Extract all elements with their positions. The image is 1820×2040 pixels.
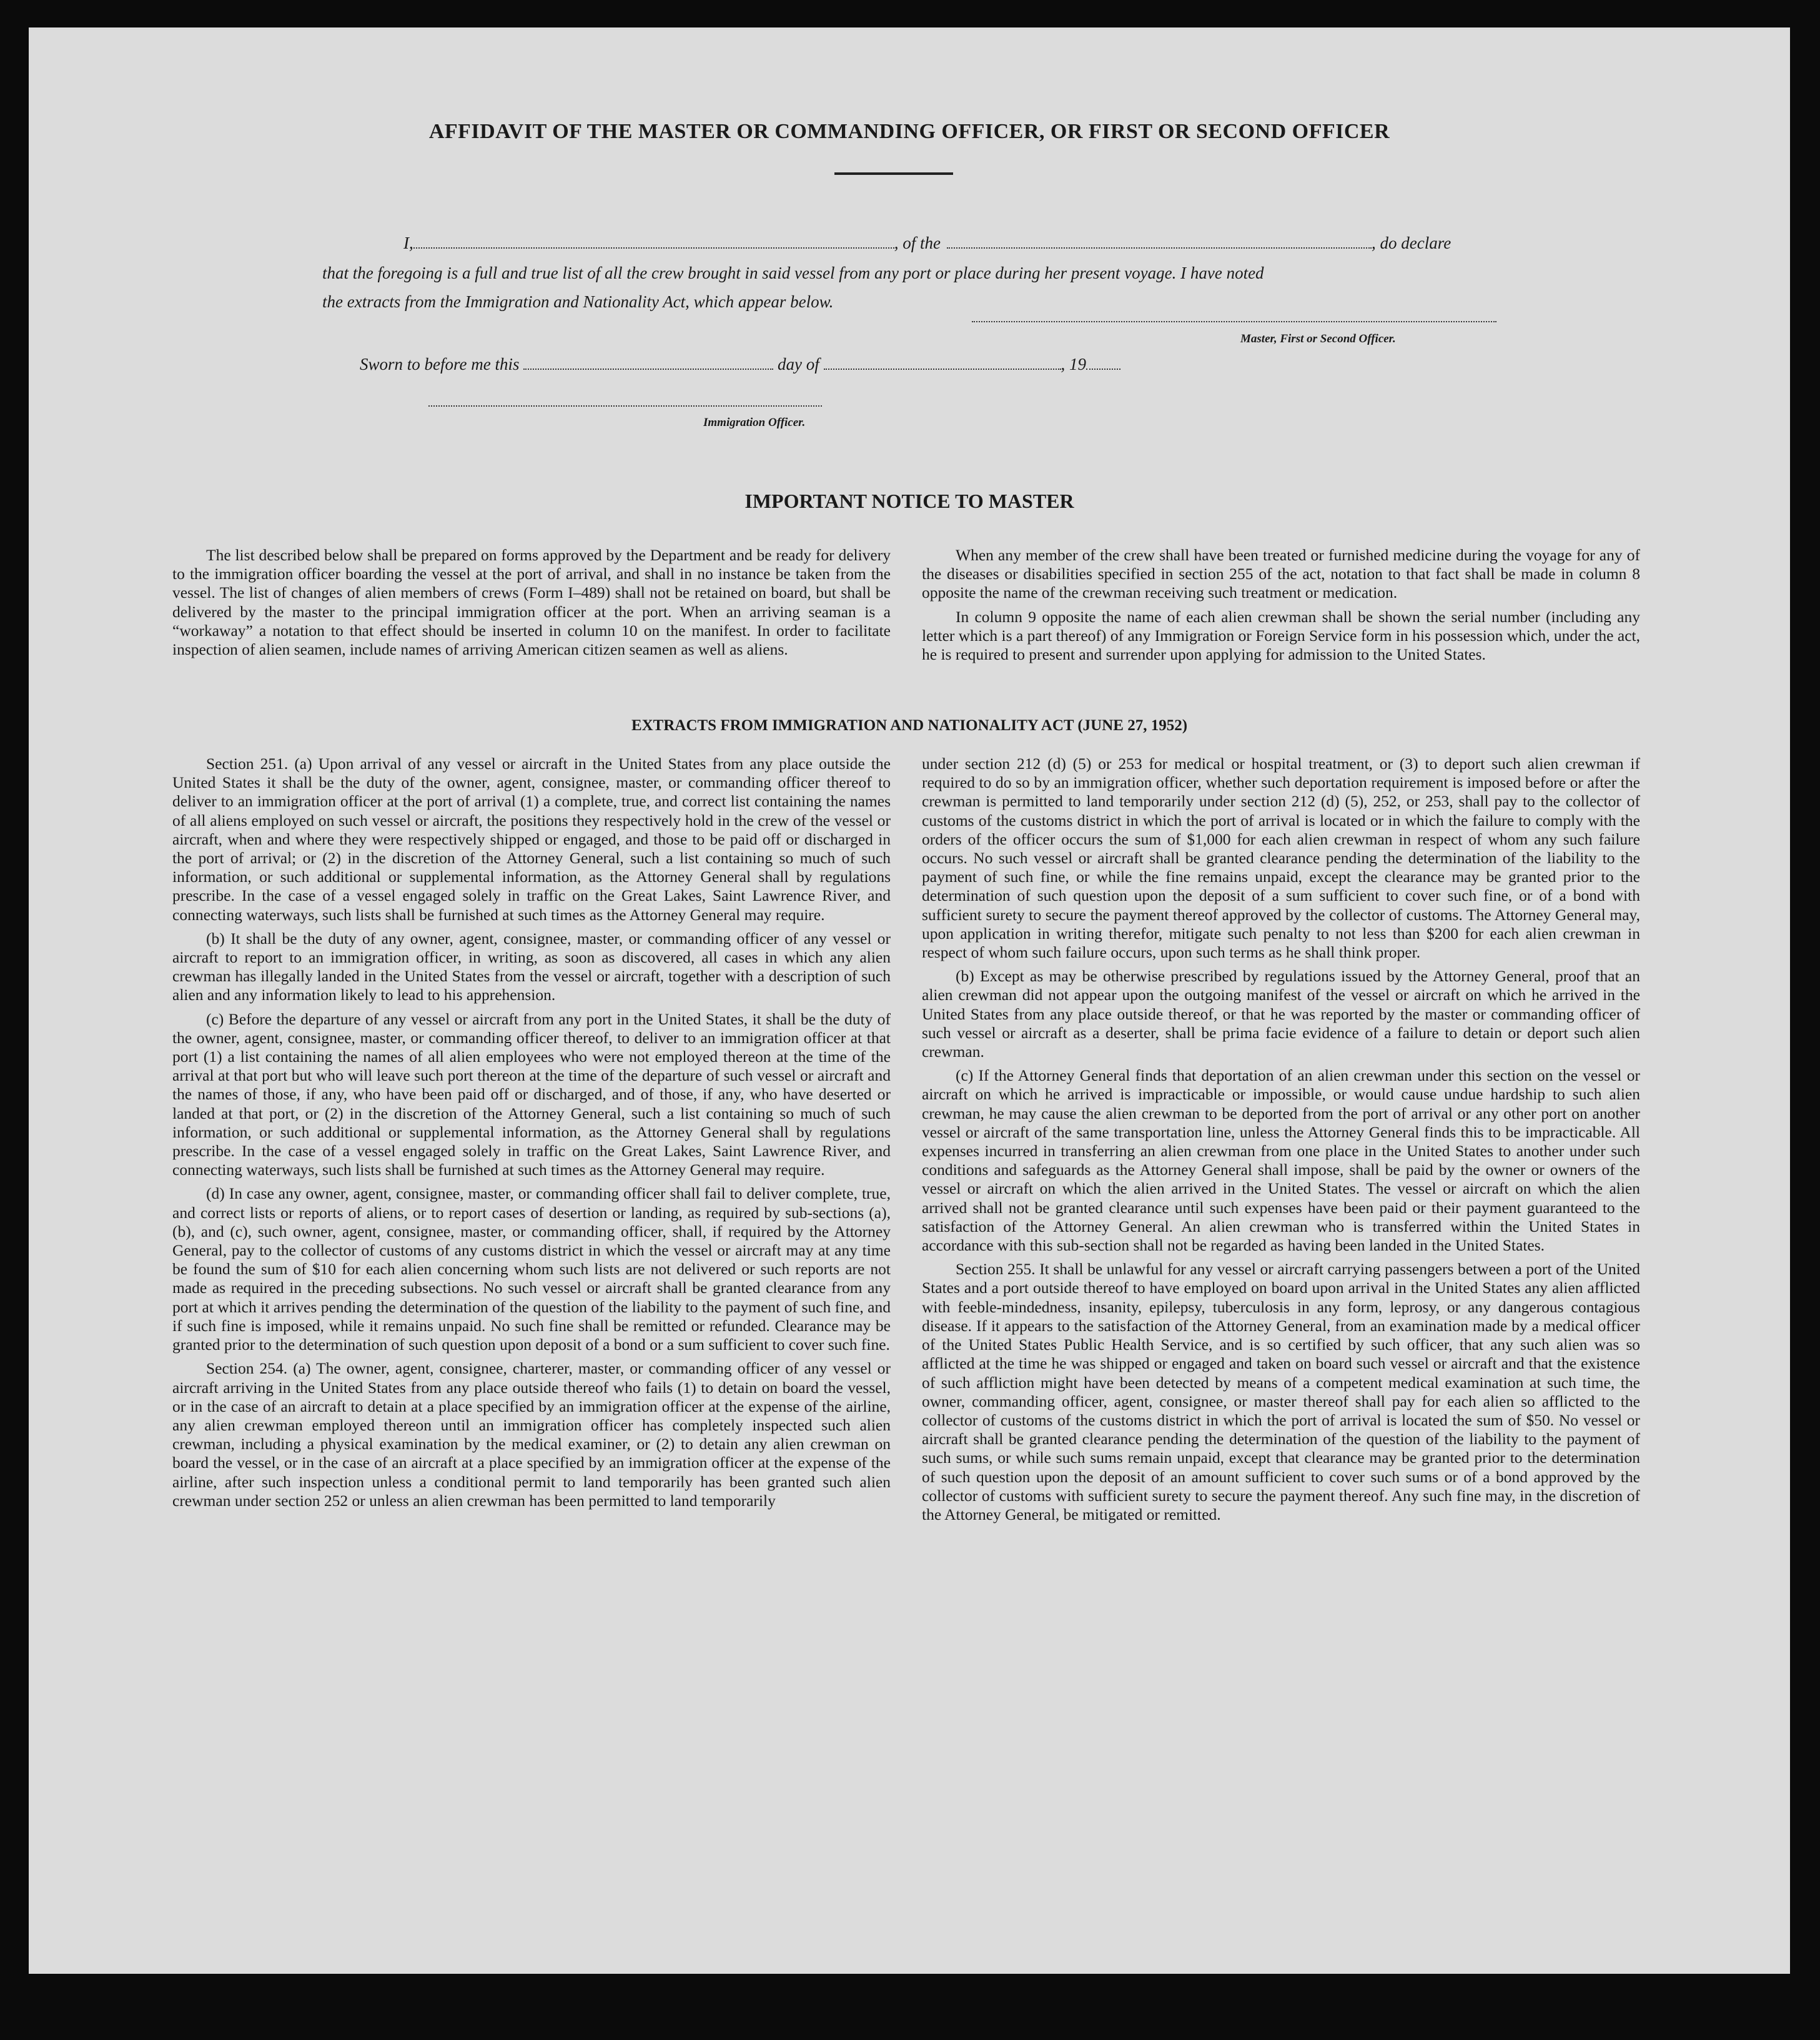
extracts-title: EXTRACTS FROM IMMIGRATION AND NATIONALITY ACT (JUNE 27, 1952)	[631, 717, 1188, 734]
section-254b: (b) Except as may be otherwise prescribed by regulations issued by the Attorney General, proof that an alien crewman did not appear upon the outgoing manifest of the vessel or aircraft on which he arrived in the United States from any place outside thereof, or that he was reported by the master or commanding officer of such vessel or aircraft as a deserter, shall be prima facie evidence of a failure to detain or deport such alien crewman.	[922, 967, 1640, 1061]
title-rule	[834, 172, 953, 175]
notice-right-paragraph-1: When any member of the crew shall have been treated or furnished medicine during the voyage for any of the diseases or disabilities specified in section 255 of the act, notation to that fact shall be made in column 8 opposite the name of the crewman receiving such treatment or medication.	[922, 546, 1640, 602]
affidavit-title: AFFIDAVIT OF THE MASTER OR COMMANDING OFFICER, OR FIRST OR SECOND OFFICER	[428, 120, 1390, 143]
officer-caption: Immigration Officer.	[703, 416, 806, 429]
section-254c: (c) If the Attorney General finds that deportation of an alien crewman under this section on the vessel or aircraft on which he arrived is impracticable or impossible, or would cause undue hardship to such alien crewman, he may cause the alien crewman to be deported from the port of arrival or any other port on another vessel or aircraft of the same transportation line, unless the Attorney General finds this to be impracticable. All expenses incurred in transferring an alien crewman from one place in the United States to another under such conditions and safeguards as the Attorney General shall impose, shall be paid by the owner or owners of the vessel or aircraft on which the alien arrived in the United States. The vessel or aircraft on which the alien arrived shall not be granted clearance until such expenses have been paid or their payment guaranteed to the satisfaction of the Attorney General. An alien crewman who is transferred within the United States in accordance with this sub-section shall not be regarded as having been landed in the United States.	[922, 1066, 1640, 1255]
officer-signature-line[interactable]	[428, 405, 822, 407]
notice-right-paragraph-2: In column 9 opposite the name of each alien crewman shall be shown the serial number (including any letter which is a part thereof) of any Immigration or Foreign Service form in his possession which, under the act, he is required to present and surrender upon applying for admission to the United States.	[922, 607, 1640, 664]
sworn-label: Sworn to before me this	[360, 355, 520, 374]
section-251c: (c) Before the departure of any vessel or aircraft from any port in the United States, it shall be the duty of the owner, agent, consignee, master, or commanding officer thereof, to deliver to an immigration officer at that port (1) a list containing the names of all alien employees who were not employed thereon at the time of the arrival at that port but who will leave such port thereon at the time of the departure of such vessel or aircraft and the names of those, if any, who have been paid off or discharged, and of those, if any, who have deserted or landed at that port, or (2) in the discretion of the Attorney General, such a list containing so much of such information, or such additional or supplemental information, as the Attorney General shall by regulations prescribe. In the case of a vessel engaged solely in traffic on the Great Lakes, Saint Lawrence River, and connecting waterways, such lists shall be furnished at such times as the Attorney General may require.	[172, 1009, 891, 1179]
notice-left-column	[172, 546, 891, 664]
affidavit-declare-line	[403, 234, 941, 253]
affidavit-declare-line-end	[947, 234, 1451, 253]
master-caption: Master, First or Second Officer.	[1240, 332, 1396, 345]
sworn-line	[360, 355, 1120, 374]
name-field[interactable]	[413, 235, 894, 249]
master-signature-line[interactable]	[972, 321, 1496, 322]
affidavit-statement	[322, 259, 1496, 316]
notice-title: IMPORTANT NOTICE TO MASTER	[744, 490, 1074, 512]
document-page	[29, 27, 1790, 1974]
sworn-day-field[interactable]	[523, 356, 773, 370]
extracts-right-column	[922, 755, 1640, 1529]
i-label: I,	[403, 234, 413, 252]
notice-right-column	[922, 546, 1640, 669]
section-251b: (b) It shall be the duty of any owner, agent, consignee, master, or commanding officer of any vessel or aircraft to report to an immigration officer, in writing, as soon as discovered, all cases in which any alien crewman has illegally landed in the United States from the vessel or aircraft, together with a description of such alien and any information likely to lead to his apprehension.	[172, 929, 891, 1004]
year-prefix-label: , 19	[1061, 355, 1086, 374]
sworn-year-field[interactable]	[1086, 356, 1120, 370]
day-of-label: day of	[778, 355, 819, 374]
statement-line-1: that the foregoing is a full and true list of all the crew brought in said vessel from any port or place during her present voyage. I have noted	[322, 264, 1264, 282]
section-251a: Section 251. (a) Upon arrival of any vessel or aircraft in the United States from any place outside the United States it shall be the duty of the owner, agent, consignee, master, or commanding officer thereof to deliver to an immigration officer at the port of arrival (1) a complete, true, and correct list containing the names of all aliens employed on such vessel or aircraft, the positions they respectively hold in the crew of the vessel or aircraft, when and where they were respectively shipped or engaged, and those to be paid off or discharged in the port of arrival; or (2) in the discretion of the Attorney General, such a list containing so much of such information, or such additional or supplemental information, as the Attorney General shall by regulations prescribe. In the case of a vessel engaged solely in traffic on the Great Lakes, Saint Lawrence River, and connecting waterways, such lists shall be furnished at such times as the Attorney General may require.	[172, 755, 891, 924]
do-declare-label: , do declare	[1372, 234, 1452, 252]
notice-left-paragraph: The list described below shall be prepared on forms approved by the Department and be ready for delivery to the immigration officer boarding the vessel at the port of arrival, and shall in no instance be taken from the vessel. The list of changes of alien members of crews (Form I–489) shall not be retained on board, but shall be delivered by the master to the principal immigration officer at the port. When an arriving seaman is a “workaway” a notation to that effect should be inserted in column 10 on the manifest. In order to facilitate inspection of alien seamen, include names of arriving American citizen seamen as well as aliens.	[172, 546, 891, 659]
section-255: Section 255. It shall be unlawful for any vessel or aircraft carrying passengers between a port of the United States and a port outside thereof to have employed on board upon arrival in the United States any alien afflicted with feeble-mindedness, insanity, epilepsy, tuberculosis in any form, leprosy, or any dangerous contagious disease. If it appears to the satisfaction of the Attorney General, from an examination made by a medical officer of the United States Public Health Service, and is so certified by such officer, that any such alien was so afflicted at the time he was shipped or engaged and taken on board such vessel or aircraft and that the existence of such affliction might have been detected by means of a competent medical examination at such time, the owner, commanding officer, agent, consignee, or master thereof shall pay for each alien so afflicted to the collector of customs of the customs district in which the port of arrival is located the sum of $50. No vessel or aircraft shall be granted clearance pending the determination of the question of the liability to the payment of such sums, or while such sums remain unpaid, except that clearance may be granted prior to the determination of such question upon the deposit of an amount sufficient to cover such sums or of a bond approved by the collector of customs with sufficient surety to secure the payment thereof. Any such fine may, in the discretion of the Attorney General, be mitigated or remitted.	[922, 1260, 1640, 1523]
statement-line-2: the extracts from the Immigration and Nationality Act, which appear below.	[322, 292, 834, 311]
section-251d: (d) In case any owner, agent, consignee, master, or commanding officer shall fail to deliver complete, true, and correct lists or reports of aliens, or to report cases of desertion or landing, as required by sub-sections (a), (b), and (c), such owner, agent, consignee, master, or commanding officer, shall, if required by the Attorney General, pay to the collector of customs of any customs district in which the vessel or aircraft may at any time be found the sum of $10 for each alien concerning whom such lists are not delivered or such reports are not made as required in the preceding subsections. No such vessel or aircraft shall be granted clearance from any port at which it arrives pending the determination of the question of the liability to the payment of such fine, and if such fine is imposed, while it remains unpaid. No such fine shall be remitted or refunded. Clearance may be granted prior to the determination of such question upon deposit of a bond or a sum sufficient to cover such fine.	[172, 1184, 891, 1354]
section-254a-continued: under section 212 (d) (5) or 253 for medical or hospital treatment, or (3) to deport such alien crewman if required to do so by an immigration officer, whether such deportation requirement is imposed before or after the crewman is permitted to land temporarily under section 212 (d) (5), 252, or 253, shall pay to the collector of customs of the customs district in which the port of arrival is located or in which the failure to comply with the orders of the officer occurs the sum of $1,000 for each alien crewman in respect of whom any such failure occurs. No such vessel or aircraft shall be granted clearance pending the determination of the liability to the payment of such fine, or while the fine remains unpaid, except the clearance may be granted prior to the determination of such question upon the deposit of a sum sufficient to cover such fine, or of a bond with sufficient surety to secure the payment thereof approved by the collector of customs. The Attorney General may, upon application in writing therefor, mitigate such penalty to not less than $200 for each alien crewman in respect of whom such failure occurs, upon such terms as he shall think proper.	[922, 755, 1640, 962]
of-the-label: , of the	[894, 234, 941, 252]
vessel-field[interactable]	[947, 235, 1372, 249]
extracts-left-column	[172, 755, 891, 1515]
section-254a: Section 254. (a) The owner, agent, consignee, charterer, master, or commanding officer of any vessel or aircraft arriving in the United States from any place outside thereof who fails (1) to detain on board the vessel, or in the case of an aircraft to detain at a place specified by an immigration officer at the expense of the airline, any alien crewman employed thereon until an immigration officer has completely inspected such alien crewman, including a physical examination by the medical examiner, or (2) to detain any alien crewman on board the vessel, or in the case of an aircraft at a place specified by an immigration officer at the expense of the airline, after such inspection unless a conditional permit to land temporarily has been granted such alien crewman under section 252 or unless an alien crewman has been permitted to land temporarily	[172, 1359, 891, 1510]
sworn-month-field[interactable]	[824, 356, 1061, 370]
